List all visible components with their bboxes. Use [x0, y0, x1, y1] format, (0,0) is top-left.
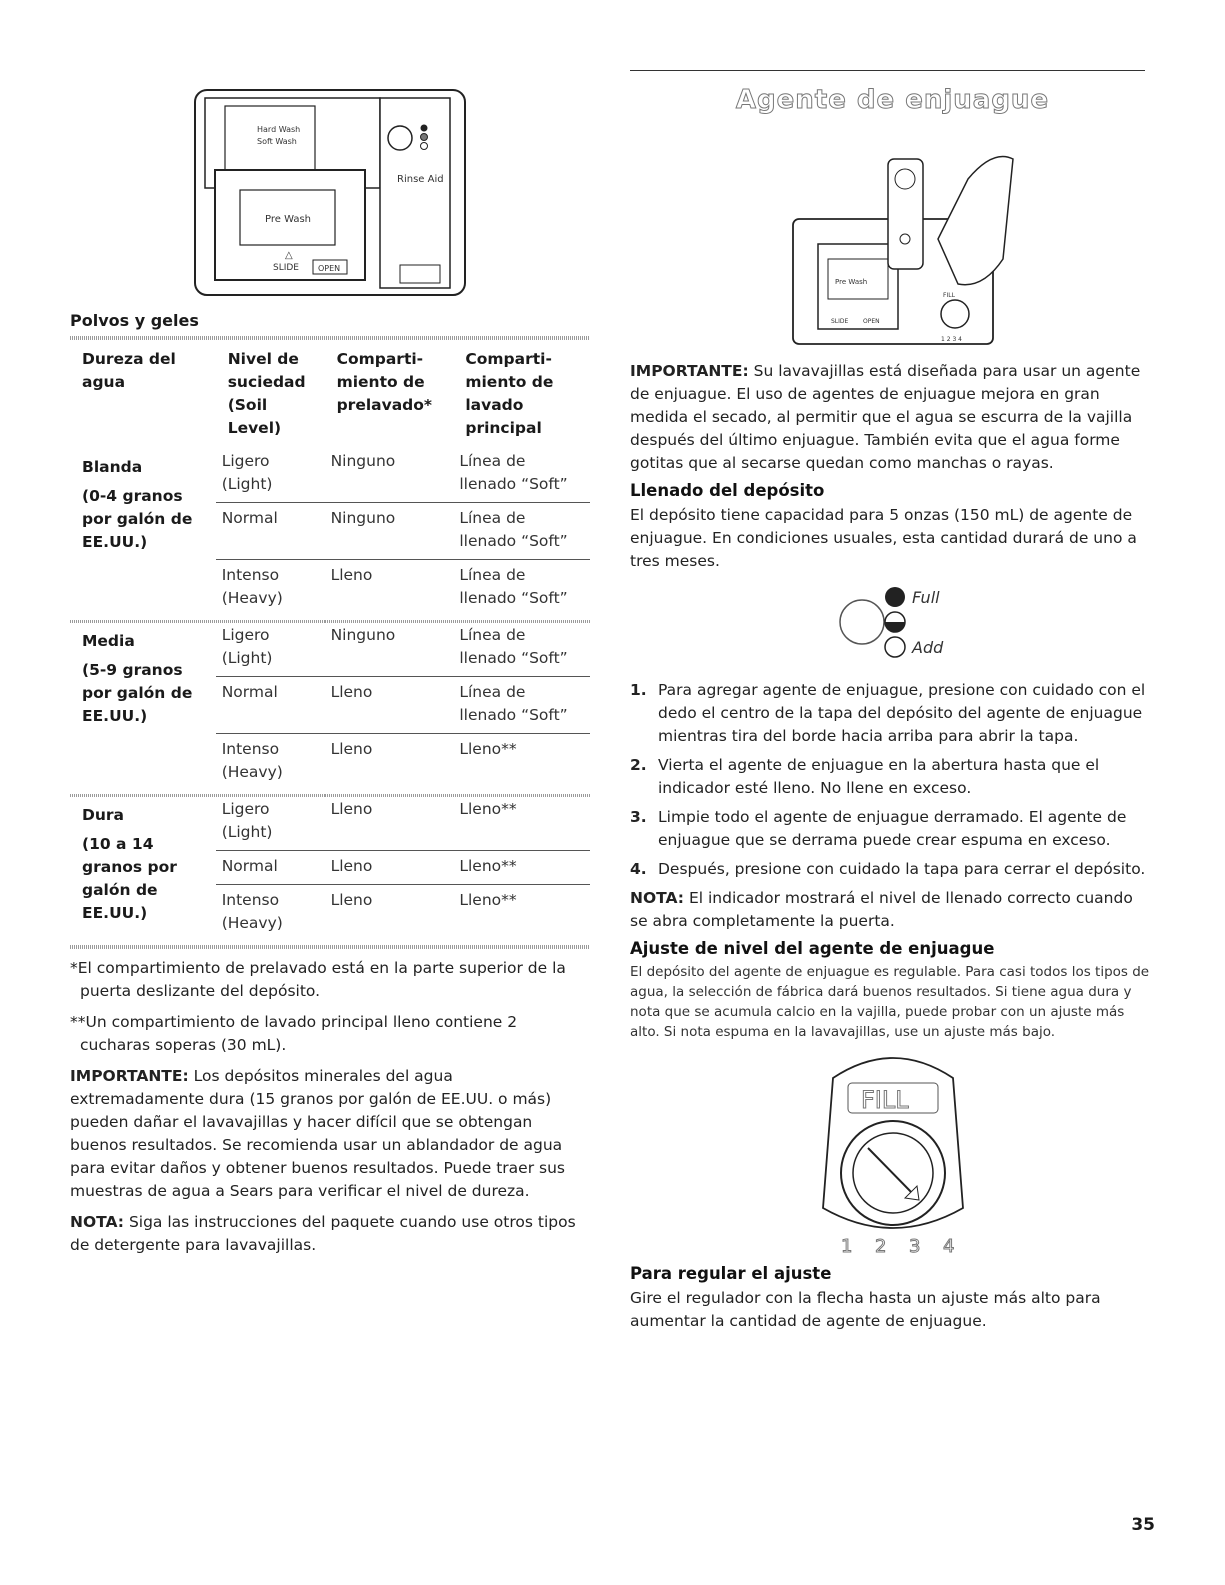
step-text: Para agregar agente de enjuague, presione con cuidado con el dedo el centro de la tapa del depósito del agente de enjuague mientras tira del borde hacia arriba para abrir la tapa.	[658, 681, 1146, 745]
mainwash-line: Línea de	[459, 566, 526, 584]
fig2-label-open: OPEN	[862, 318, 880, 325]
mainwash-line: llenado “Soft”	[459, 649, 568, 667]
dotted-rule	[70, 945, 590, 949]
fill-indicator	[630, 579, 1155, 669]
table-header-cell	[453, 344, 590, 446]
rinse-aid-fill-illustration	[763, 119, 1023, 354]
soil-line: Normal	[221, 683, 278, 701]
soil-line: (Light)	[221, 475, 273, 493]
prewash-cell: Lleno	[325, 885, 454, 942]
prewash-cell: Ninguno	[330, 452, 396, 470]
list-item	[630, 679, 1155, 748]
soil-level-cell	[216, 792, 325, 851]
table-header-cell	[70, 344, 216, 446]
table-row	[70, 792, 590, 851]
soil-line: Intenso	[221, 740, 280, 758]
nota-text: Siga las instrucciones del paquete cuando use otros tipos de detergente para lavavajillas.	[70, 1213, 576, 1254]
soil-line: Intenso	[221, 891, 280, 909]
mainwash-line: llenado “Soft”	[459, 532, 568, 550]
table-row	[70, 446, 590, 503]
triangle-icon: △	[285, 250, 293, 261]
fig2-label-slide: SLIDE	[830, 318, 848, 325]
adjust-text: El depósito del agente de enjuague es regulable. Para casi todos los tipos de agua, la selección de fábrica dará buenos resultados. Si tiene agua dura y nota que se acumula calcio en la vajilla, puede probar con un ajuste más alto. Si nota espuma en la lavavajillas, use un ajuste más bajo.	[630, 964, 1150, 1040]
water-line: (10 a 14	[82, 835, 154, 853]
header-line: miento de	[336, 373, 425, 391]
add-dot-icon	[885, 637, 905, 657]
important-label: IMPORTANTE:	[630, 362, 749, 380]
mainwash-cell	[453, 560, 590, 619]
fill-dial-small-icon	[941, 300, 969, 328]
soil-line: (Heavy)	[221, 914, 283, 932]
water-line: galón de	[82, 881, 158, 899]
bottle-icon	[938, 157, 1013, 285]
step-number: 2.	[630, 756, 647, 774]
mainwash-line: Lleno**	[459, 857, 517, 875]
prewash-cell: Lleno	[325, 677, 454, 734]
water-hardness-cell	[70, 446, 216, 618]
label-hard-wash: Hard Wash	[257, 125, 301, 134]
label-open: OPEN	[318, 264, 341, 273]
important-text: Los depósitos minerales del agua extremadamente dura (15 granos por galón de EE.UU. o más) pueden dañar el lavavajillas y hacer difícil que se obtengan buenos resultados. Se recomienda usar un ablandador de agua para evitar daños y obtener buenos resultados. Puede traer sus muestras de agua a Sears para verificar el nivel de dureza.	[70, 1067, 565, 1200]
soil-level-cell	[216, 677, 325, 734]
water-line: Blanda	[82, 458, 143, 476]
mainwash-cell	[453, 677, 590, 734]
step-text: Limpie todo el agente de enjuague derramado. El agente de enjuague que se derrama puede crear espuma en exceso.	[658, 808, 1127, 849]
soil-line: (Light)	[221, 823, 273, 841]
full-dot-icon	[885, 587, 905, 607]
soil-level-cell	[216, 503, 325, 560]
soil-level-cell	[216, 446, 325, 503]
important-note-right	[630, 360, 1155, 475]
header-line: Dureza del	[82, 350, 176, 368]
header-line: Nivel de	[227, 350, 299, 368]
soil-level-cell	[216, 851, 325, 885]
soil-line: Ligero	[221, 452, 270, 470]
nota-text: El indicador mostrará el nivel de llenado correcto cuando se abra completamente la puerta.	[630, 889, 1133, 930]
step-text: Vierta el agente de enjuague en la abertura hasta que el indicador esté lleno. No llene en exceso.	[658, 756, 1100, 797]
regulate-heading: Para regular el ajuste	[630, 1264, 832, 1283]
mainwash-cell	[453, 851, 590, 885]
soil-level-cell	[216, 734, 325, 793]
soil-line: (Heavy)	[221, 589, 283, 607]
right-column	[630, 70, 1155, 1339]
list-item	[630, 858, 1155, 881]
fig2-label-fill: FILL	[942, 292, 955, 299]
header-line: Comparti-	[336, 350, 424, 368]
label-rinse-aid: Rinse Aid	[397, 174, 444, 185]
important-note-left	[70, 1065, 590, 1203]
step-text: Después, presione con cuidado la tapa para cerrar el depósito.	[658, 860, 1146, 878]
fig2-label-pre-wash: Pre Wash	[834, 278, 867, 286]
fill-steps-list	[630, 679, 1155, 881]
water-line: Media	[82, 632, 135, 650]
label-pre-wash: Pre Wash	[265, 214, 312, 225]
soil-level-cell	[216, 885, 325, 942]
water-line: granos por	[82, 858, 177, 876]
mainwash-line: llenado “Soft”	[459, 589, 568, 607]
step-number: 1.	[630, 681, 647, 699]
mainwash-cell	[453, 503, 590, 560]
mainwash-line: Línea de	[459, 452, 526, 470]
fill-text: El depósito tiene capacidad para 5 onzas (150 mL) de agente de enjuague. En condiciones usuales, esta cantidad durará de uno a tres meses.	[630, 506, 1137, 570]
nota-right	[630, 887, 1155, 933]
dial-number: 3	[908, 1236, 920, 1257]
table-header-cell	[216, 344, 325, 446]
rinse-aid-cap-icon	[388, 126, 412, 150]
rinse-aid-title: Agente de enjuague	[735, 85, 1050, 115]
prewash-cell: Lleno	[325, 792, 454, 851]
soil-line: Normal	[221, 509, 278, 527]
mainwash-line: llenado “Soft”	[459, 475, 568, 493]
dispenser-illustration	[185, 80, 475, 305]
indicator-full-label: Full	[912, 588, 940, 607]
header-line: agua	[82, 373, 126, 391]
dial-number: 2	[874, 1236, 886, 1257]
fig2-label-dial: 1 2 3 4	[940, 336, 962, 343]
nota-label: NOTA:	[630, 889, 685, 907]
soil-line: Intenso	[221, 566, 280, 584]
soil-line: Ligero	[221, 800, 270, 818]
dial-fill-label: FILL	[860, 1086, 909, 1114]
mainwash-cell	[453, 734, 590, 793]
mainwash-line: Lleno**	[459, 740, 517, 758]
prewash-cell: Ninguno	[325, 503, 454, 560]
soil-line: (Heavy)	[221, 763, 283, 781]
footnote-prewash: *El compartimiento de prelavado está en la parte superior de la puerta deslizante del depósito.	[70, 959, 566, 1000]
mainwash-cell	[453, 446, 590, 503]
water-hardness-cell	[70, 792, 216, 941]
mainwash-cell	[453, 792, 590, 851]
prewash-cell: Lleno	[325, 734, 454, 793]
page-number: 35	[1131, 1515, 1155, 1535]
fill-dial-illustration	[793, 1048, 993, 1258]
header-line: prelavado*	[336, 396, 433, 414]
mainwash-line: llenado “Soft”	[459, 706, 568, 724]
table-header-row	[70, 344, 590, 446]
left-column	[70, 80, 590, 1265]
water-line: EE.UU.)	[82, 533, 148, 551]
mainwash-line: Línea de	[459, 626, 526, 644]
section-title-powders: Polvos y geles	[70, 311, 199, 330]
header-line: Level)	[227, 419, 282, 437]
important-text: Su lavavajillas está diseñada para usar un agente de enjuague. El uso de agentes de enjuague mejora en gran medida el secado, al permitir que el agua se escurra de la vajilla después del último enjuague. También evita que el agua forme gotitas que al secarse quedan como manchas o rayas.	[630, 362, 1141, 472]
mainwash-cell	[453, 885, 590, 942]
table-header-cell	[325, 344, 454, 446]
adjust-heading: Ajuste de nivel del agente de enjuague	[630, 939, 995, 958]
fill-heading: Llenado del depósito	[630, 481, 825, 500]
prewash-cell: Ninguno	[325, 618, 454, 677]
water-line: por galón de	[82, 684, 193, 702]
mainwash-line: Línea de	[459, 509, 526, 527]
indicator-add-label: Add	[912, 638, 944, 657]
label-soft-wash: Soft Wash	[257, 137, 297, 146]
mainwash-line: Línea de	[459, 683, 526, 701]
dotted-rule	[70, 336, 590, 340]
water-hardness-table	[70, 344, 590, 941]
soil-line: Normal	[221, 857, 278, 875]
regulate-text: Gire el regulador con la flecha hasta un ajuste más alto para aumentar la cantidad de agente de enjuague.	[630, 1289, 1101, 1330]
header-line: principal	[465, 419, 542, 437]
footnote-mainwash: **Un compartimiento de lavado principal lleno contiene 2 cucharas soperas (30 mL).	[70, 1013, 518, 1054]
nota-left	[70, 1211, 590, 1257]
indicator-lens-icon	[840, 600, 884, 644]
table-row	[70, 618, 590, 677]
water-line: (5-9 granos	[82, 661, 183, 679]
water-line: (0-4 granos	[82, 487, 183, 505]
list-item	[630, 754, 1155, 800]
water-hardness-cell	[70, 618, 216, 792]
prewash-cell: Lleno	[325, 560, 454, 619]
step-number: 3.	[630, 808, 647, 826]
dial-number: 4	[942, 1236, 954, 1257]
top-rule	[630, 70, 1145, 71]
soil-line: Ligero	[221, 626, 270, 644]
prewash-cell: Lleno	[325, 851, 454, 885]
label-slide: SLIDE	[273, 263, 299, 273]
nota-label: NOTA:	[70, 1213, 125, 1231]
water-line: EE.UU.)	[82, 707, 148, 725]
water-line: por galón de	[82, 510, 193, 528]
water-line: EE.UU.)	[82, 904, 148, 922]
soil-level-cell	[216, 618, 325, 677]
mainwash-line: Lleno**	[459, 800, 517, 818]
header-line: suciedad	[227, 373, 306, 391]
header-line: miento de	[465, 373, 554, 391]
list-item	[630, 806, 1155, 852]
soil-level-cell	[216, 560, 325, 619]
mainwash-line: Lleno**	[459, 891, 517, 909]
dial-number: 1	[840, 1236, 852, 1257]
water-line: Dura	[82, 806, 125, 824]
important-label: IMPORTANTE:	[70, 1067, 189, 1085]
mainwash-cell	[453, 618, 590, 677]
soil-line: (Light)	[221, 649, 273, 667]
header-line: (Soil	[227, 396, 268, 414]
step-number: 4.	[630, 860, 647, 878]
header-line: lavado	[465, 396, 524, 414]
header-line: Comparti-	[465, 350, 552, 368]
